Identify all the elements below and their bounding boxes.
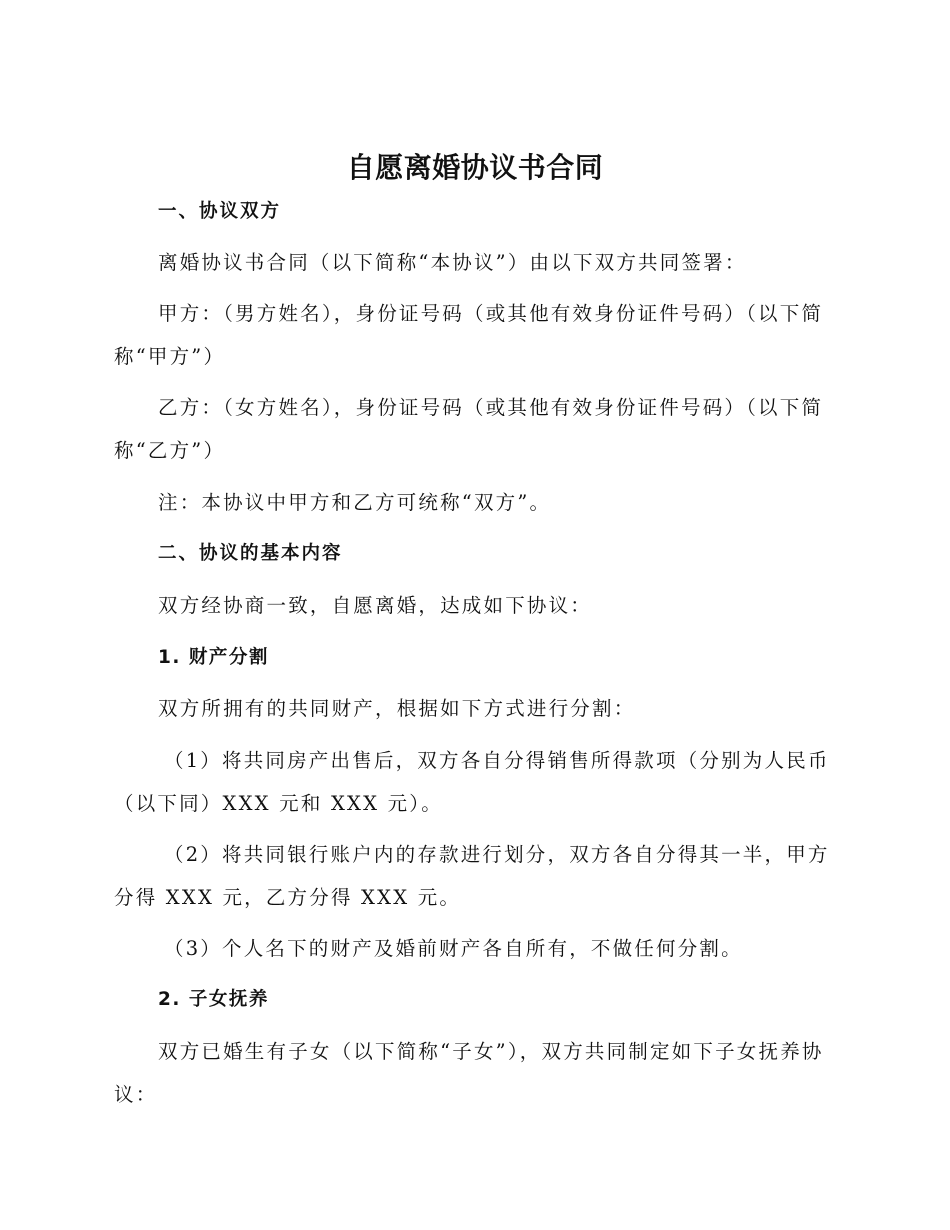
list-item-property-3: （3）个人名下的财产及婚前财产各自所有，不做任何分割。 bbox=[164, 937, 743, 960]
section-heading-parties: 一、协议双方 bbox=[158, 201, 282, 222]
paragraph-agreement-intro: 双方经协商一致，自愿离婚，达成如下协议： bbox=[158, 594, 593, 617]
list-item-property-1: （1）将共同房产出售后，双方各自分得销售所得款项（分别为人民币（以下同）XXX 元和 XXX 元）。 bbox=[114, 749, 830, 815]
paragraph-party-b: 乙方：（女方姓名），身份证号码（或其他有效身份证件号码）（以下简称“乙方”） bbox=[114, 396, 824, 462]
subheading-children: 2. 子女抚养 bbox=[158, 989, 269, 1010]
list-item-property-2: （2）将共同银行账户内的存款进行划分，双方各自分得其一半，甲方分得 XXX 元，乙方分得 XXX 元。 bbox=[114, 843, 830, 909]
paragraph-party-a: 甲方：（男方姓名），身份证号码（或其他有效身份证件号码）（以下简称“甲方”） bbox=[114, 302, 824, 368]
paragraph-intro: 离婚协议书合同（以下简称“本协议”）由以下双方共同签署： bbox=[158, 251, 747, 274]
paragraph-note: 注：本协议中甲方和乙方可统称“双方”。 bbox=[158, 491, 552, 514]
document-title: 自愿离婚协议书合同 bbox=[346, 151, 604, 184]
paragraph-property-intro: 双方所拥有的共同财产，根据如下方式进行分割： bbox=[158, 697, 636, 720]
section-heading-content: 二、协议的基本内容 bbox=[158, 543, 343, 564]
paragraph-children-intro: 双方已婚生有子女（以下简称“子女”），双方共同制定如下子女抚养协议： bbox=[114, 1040, 824, 1106]
subheading-property: 1. 财产分割 bbox=[158, 647, 269, 668]
